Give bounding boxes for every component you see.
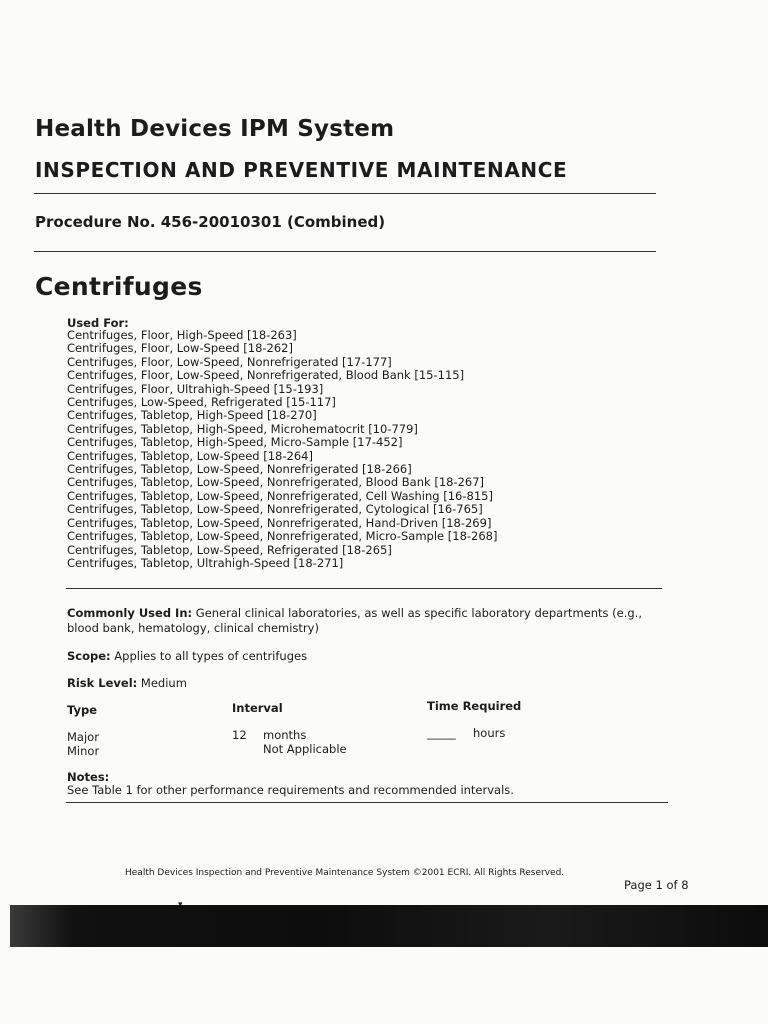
list-item: Centrifuges, Tabletop, High-Speed, Microhematocrit [10-779]: [67, 421, 418, 436]
minor-interval: Not Applicable: [263, 742, 347, 756]
list-item: Centrifuges, Tabletop, Low-Speed, Nonrefrigerated [18-266]: [67, 462, 412, 477]
list-item: Centrifuges, Floor, High-Speed [18-263]: [67, 328, 297, 342]
document-subtitle: INSPECTION AND PREVENTIVE MAINTENANCE: [35, 158, 568, 182]
major-time-unit: hours: [473, 726, 506, 740]
risk-level: [67, 675, 187, 691]
used-for-label: Used For:: [67, 316, 129, 330]
list-item: Centrifuges, Tabletop, High-Speed, Micro-Sample [17-452]: [67, 435, 403, 450]
col-time-header: Time Required: [427, 699, 522, 713]
divider: [66, 588, 662, 589]
list-item: Centrifuges, Low-Speed, Refrigerated [15-117]: [67, 395, 336, 410]
list-item: Centrifuges, Tabletop, Ultrahigh-Speed [18-271]: [67, 555, 344, 570]
commonly-used-in-label: Commonly Used In:: [67, 606, 193, 620]
list-item: Centrifuges, Floor, Low-Speed, Nonrefrigerated, Blood Bank [15-115]: [67, 368, 465, 383]
notes-text: See Table 1 for other performance requirements and recommended intervals.: [67, 783, 514, 797]
procedure-number: Procedure No. 456-20010301 (Combined): [35, 213, 386, 231]
list-item: Centrifuges, Tabletop, Low-Speed, Nonrefrigerated, Hand-Driven [18-269]: [67, 515, 492, 530]
notes-label: Notes:: [67, 770, 110, 784]
footer-copyright: Health Devices Inspection and Preventive Maintenance System ©2001 ECRI. All Rights Reserved.: [125, 868, 565, 878]
system-title: Health Devices IPM System: [35, 116, 395, 142]
list-item: Centrifuges, Tabletop, Low-Speed, Refrigerated [18-265]: [67, 542, 392, 557]
list-item: Centrifuges, Floor, Ultrahigh-Speed [15-193]: [67, 381, 324, 396]
major-interval-unit: months: [263, 728, 307, 742]
major-interval-num: 12: [232, 728, 247, 742]
commonly-used-in-text: General clinical laboratories, as well as specific laboratory departments (e.g.,: [195, 606, 642, 620]
list-item: Centrifuges, Floor, Low-Speed, Nonrefrigerated [17-177]: [67, 354, 392, 369]
commonly-used-in: [67, 605, 642, 621]
col-interval-header: Interval: [232, 701, 283, 715]
list-item: Centrifuges, Tabletop, Low-Speed, Nonrefrigerated, Micro-Sample [18-268]: [67, 529, 498, 544]
list-item: Centrifuges, Floor, Low-Speed [18-262]: [67, 341, 293, 356]
list-item: Centrifuges, Tabletop, Low-Speed, Nonrefrigerated, Cytological [16-765]: [67, 502, 483, 517]
major-type: Major: [67, 730, 99, 744]
device-heading: Centrifuges: [35, 272, 203, 301]
page-number: Page 1 of 8: [624, 878, 689, 892]
scan-edge-bar: [10, 905, 768, 947]
commonly-used-in-cont: blood bank, hematology, clinical chemistry): [67, 621, 319, 635]
list-item: Centrifuges, Tabletop, Low-Speed, Nonrefrigerated, Cell Washing [16-815]: [67, 488, 493, 503]
scope: [67, 648, 307, 664]
list-item: Centrifuges, Tabletop, Low-Speed, Nonrefrigerated, Blood Bank [18-267]: [67, 475, 485, 490]
divider: [34, 251, 656, 252]
col-type-header: Type: [67, 703, 98, 717]
list-item: Centrifuges, Tabletop, Low-Speed [18-264]: [67, 448, 313, 463]
risk-level-text: Medium: [140, 676, 187, 690]
scope-label: Scope:: [67, 649, 111, 663]
scope-text: Applies to all types of centrifuges: [114, 649, 308, 663]
divider: [66, 802, 668, 803]
minor-type: Minor: [67, 744, 100, 758]
divider: [34, 193, 656, 194]
major-time-blank: _____: [427, 726, 456, 740]
list-item: Centrifuges, Tabletop, High-Speed [18-270]: [67, 408, 317, 423]
risk-level-label: Risk Level:: [67, 676, 138, 690]
used-for-list: [67, 329, 497, 570]
